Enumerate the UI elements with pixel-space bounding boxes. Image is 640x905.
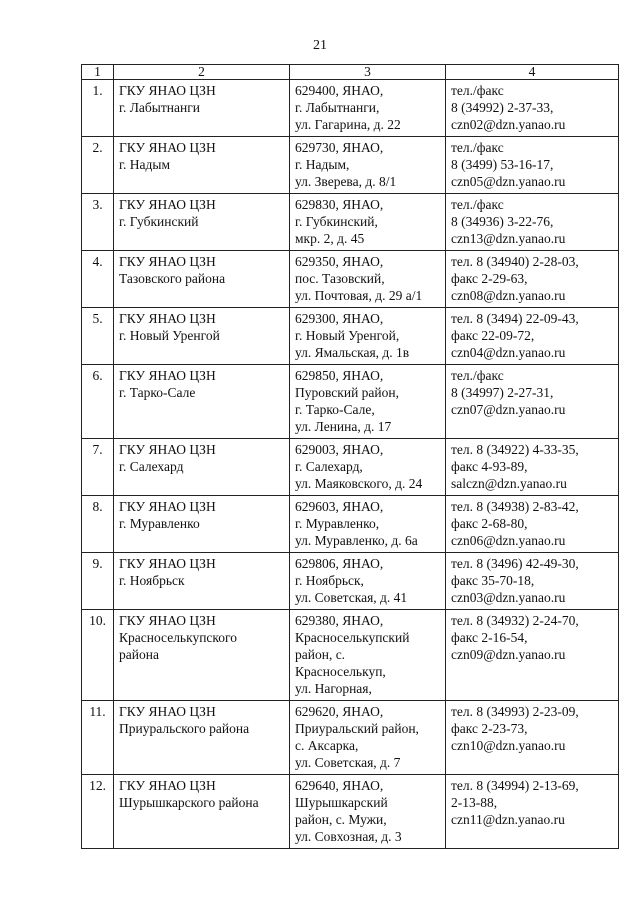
contacts-line: факс 22-09-72,	[451, 328, 535, 343]
address-line: Приуральский район,	[295, 721, 419, 736]
organization-line: ГКУ ЯНАО ЦЗН	[119, 499, 216, 514]
contacts-cell	[446, 308, 619, 365]
address-cell	[290, 553, 446, 610]
address-cell	[290, 775, 446, 849]
table-row	[82, 365, 619, 439]
address-line: Красноселькуп,	[295, 664, 386, 679]
address-cell	[290, 251, 446, 308]
organization-line: г. Губкинский	[119, 214, 199, 229]
organization-line: ГКУ ЯНАО ЦЗН	[119, 368, 216, 383]
organization-line: Красноселькупского	[119, 630, 237, 645]
organization-line: Шурышкарского района	[119, 795, 259, 810]
address-line: г. Тарко-Сале,	[295, 402, 375, 417]
address-cell	[290, 194, 446, 251]
organization-line: ГКУ ЯНАО ЦЗН	[119, 704, 216, 719]
table-row	[82, 194, 619, 251]
organization-line: ГКУ ЯНАО ЦЗН	[119, 197, 216, 212]
contacts-line: факс 2-16-54,	[451, 630, 528, 645]
organization-line: г. Салехард	[119, 459, 184, 474]
table-row	[82, 553, 619, 610]
contacts-cell	[446, 365, 619, 439]
address-line: ул. Совхозная, д. 3	[295, 829, 402, 844]
address-line: ул. Муравленко, д. 6а	[295, 533, 418, 548]
contacts-line: тел./факс	[451, 197, 504, 212]
organization-line: г. Новый Уренгой	[119, 328, 220, 343]
contacts-cell	[446, 80, 619, 137]
contacts-cell	[446, 496, 619, 553]
address-line: ул. Ямальская, д. 1в	[295, 345, 410, 360]
address-line: ул. Маяковского, д. 24	[295, 476, 423, 491]
contacts-cell	[446, 439, 619, 496]
contacts-line: salczn@dzn.yanao.ru	[451, 476, 567, 491]
address-line: г. Ноябрьск,	[295, 573, 364, 588]
address-line: г. Новый Уренгой,	[295, 328, 400, 343]
contacts-line: тел./факс	[451, 140, 504, 155]
contacts-cell	[446, 553, 619, 610]
address-line: с. Аксарка,	[295, 738, 359, 753]
table-body	[82, 80, 619, 849]
organization-cell	[114, 553, 290, 610]
organization-cell	[114, 701, 290, 775]
contacts-line: czn13@dzn.yanao.ru	[451, 231, 566, 246]
organization-line: ГКУ ЯНАО ЦЗН	[119, 556, 216, 571]
row-number-cell: 8.	[82, 496, 114, 553]
address-line: 629300, ЯНАО,	[295, 311, 384, 326]
address-line: 629350, ЯНАО,	[295, 254, 384, 269]
organization-line: ГКУ ЯНАО ЦЗН	[119, 442, 216, 457]
contacts-cell	[446, 610, 619, 701]
address-cell	[290, 701, 446, 775]
contacts-line: czn06@dzn.yanao.ru	[451, 533, 566, 548]
contacts-line: czn04@dzn.yanao.ru	[451, 345, 566, 360]
row-number-cell: 4.	[82, 251, 114, 308]
organization-line: Тазовского района	[119, 271, 226, 286]
table-row	[82, 775, 619, 849]
organization-line: ГКУ ЯНАО ЦЗН	[119, 83, 216, 98]
table-row	[82, 80, 619, 137]
contacts-line: czn05@dzn.yanao.ru	[451, 174, 566, 189]
address-line: 629003, ЯНАО,	[295, 442, 384, 457]
contacts-line: тел./факс	[451, 83, 504, 98]
address-line: г. Муравленко,	[295, 516, 380, 531]
organization-line: ГКУ ЯНАО ЦЗН	[119, 254, 216, 269]
employment-centers-table	[81, 64, 619, 849]
organization-line: г. Муравленко	[119, 516, 200, 531]
table-row	[82, 496, 619, 553]
contacts-line: czn03@dzn.yanao.ru	[451, 590, 566, 605]
contacts-line: тел./факс	[451, 368, 504, 383]
address-line: 629380, ЯНАО,	[295, 613, 384, 628]
organization-line: ГКУ ЯНАО ЦЗН	[119, 311, 216, 326]
organization-line: г. Лабытнанги	[119, 100, 200, 115]
address-line: ул. Советская, д. 7	[295, 755, 401, 770]
organization-line: ГКУ ЯНАО ЦЗН	[119, 140, 216, 155]
organization-cell	[114, 775, 290, 849]
address-cell	[290, 439, 446, 496]
column-header-1: 1	[82, 65, 114, 80]
contacts-cell	[446, 701, 619, 775]
address-line: 629620, ЯНАО,	[295, 704, 384, 719]
contacts-cell	[446, 137, 619, 194]
address-line: ул. Почтовая, д. 29 а/1	[295, 288, 423, 303]
organization-line: ГКУ ЯНАО ЦЗН	[119, 778, 216, 793]
address-line: ул. Советская, д. 41	[295, 590, 408, 605]
row-number-cell: 9.	[82, 553, 114, 610]
organization-cell	[114, 365, 290, 439]
address-line: ул. Ленина, д. 17	[295, 419, 392, 434]
address-line: 629603, ЯНАО,	[295, 499, 384, 514]
table-row	[82, 439, 619, 496]
contacts-line: 2-13-88,	[451, 795, 498, 810]
address-line: 629830, ЯНАО,	[295, 197, 384, 212]
contacts-line: 8 (34936) 3-22-76,	[451, 214, 554, 229]
table-row	[82, 308, 619, 365]
address-line: Пуровский район,	[295, 385, 399, 400]
table-row	[82, 610, 619, 701]
contacts-line: тел. 8 (34932) 2-24-70,	[451, 613, 579, 628]
row-number-cell: 10.	[82, 610, 114, 701]
row-number-cell: 7.	[82, 439, 114, 496]
organization-cell	[114, 610, 290, 701]
contacts-line: тел. 8 (34922) 4-33-35,	[451, 442, 579, 457]
address-line: 629850, ЯНАО,	[295, 368, 384, 383]
contacts-line: тел. 8 (34993) 2-23-09,	[451, 704, 579, 719]
address-line: г. Надым,	[295, 157, 350, 172]
organization-line: г. Надым	[119, 157, 170, 172]
contacts-line: факс 2-23-73,	[451, 721, 528, 736]
address-cell	[290, 365, 446, 439]
contacts-line: czn10@dzn.yanao.ru	[451, 738, 566, 753]
row-number-cell: 6.	[82, 365, 114, 439]
employment-centers-table-wrapper	[81, 64, 618, 849]
contacts-line: 8 (34992) 2-37-33,	[451, 100, 554, 115]
contacts-line: факс 35-70-18,	[451, 573, 535, 588]
column-header-4: 4	[446, 65, 619, 80]
address-line: ул. Гагарина, д. 22	[295, 117, 401, 132]
row-number-cell: 1.	[82, 80, 114, 137]
address-line: 629730, ЯНАО,	[295, 140, 384, 155]
contacts-line: тел. 8 (3494) 22-09-43,	[451, 311, 579, 326]
organization-cell	[114, 251, 290, 308]
address-line: г. Губкинский,	[295, 214, 378, 229]
organization-cell	[114, 137, 290, 194]
column-header-2: 2	[114, 65, 290, 80]
row-number-cell: 3.	[82, 194, 114, 251]
address-cell	[290, 496, 446, 553]
column-header-3: 3	[290, 65, 446, 80]
contacts-line: факс 2-29-63,	[451, 271, 528, 286]
contacts-line: czn08@dzn.yanao.ru	[451, 288, 566, 303]
address-line: 629640, ЯНАО,	[295, 778, 384, 793]
address-line: г. Салехард,	[295, 459, 363, 474]
address-cell	[290, 137, 446, 194]
organization-line: ГКУ ЯНАО ЦЗН	[119, 613, 216, 628]
organization-line: района	[119, 647, 159, 662]
organization-cell	[114, 439, 290, 496]
contacts-line: тел. 8 (34940) 2-28-03,	[451, 254, 579, 269]
address-line: ул. Зверева, д. 8/1	[295, 174, 397, 189]
organization-cell	[114, 80, 290, 137]
contacts-line: 8 (34997) 2-27-31,	[451, 385, 554, 400]
contacts-cell	[446, 775, 619, 849]
address-line: район, с.	[295, 647, 346, 662]
table-row	[82, 701, 619, 775]
address-line: Красноселькупский	[295, 630, 410, 645]
address-line: район, с. Мужи,	[295, 812, 387, 827]
row-number-cell: 2.	[82, 137, 114, 194]
contacts-line: 8 (3499) 53-16-17,	[451, 157, 554, 172]
contacts-line: czn09@dzn.yanao.ru	[451, 647, 566, 662]
contacts-line: czn11@dzn.yanao.ru	[451, 812, 565, 827]
address-line: 629806, ЯНАО,	[295, 556, 384, 571]
contacts-line: тел. 8 (3496) 42-49-30,	[451, 556, 579, 571]
contacts-cell	[446, 194, 619, 251]
table-row	[82, 251, 619, 308]
address-line: Шурышкарский	[295, 795, 388, 810]
contacts-cell	[446, 251, 619, 308]
contacts-line: факс 2-68-80,	[451, 516, 528, 531]
organization-line: Приуральского района	[119, 721, 250, 736]
organization-cell	[114, 308, 290, 365]
organization-cell	[114, 496, 290, 553]
address-line: мкр. 2, д. 45	[295, 231, 365, 246]
address-cell	[290, 610, 446, 701]
address-cell	[290, 80, 446, 137]
table-row	[82, 137, 619, 194]
row-number-cell: 12.	[82, 775, 114, 849]
row-number-cell: 5.	[82, 308, 114, 365]
organization-cell	[114, 194, 290, 251]
table-header-row	[82, 65, 619, 80]
contacts-line: czn02@dzn.yanao.ru	[451, 117, 566, 132]
contacts-line: czn07@dzn.yanao.ru	[451, 402, 566, 417]
address-line: г. Лабытнанги,	[295, 100, 380, 115]
organization-line: г. Тарко-Сале	[119, 385, 196, 400]
address-line: ул. Нагорная,	[295, 681, 372, 696]
contacts-line: факс 4-93-89,	[451, 459, 528, 474]
address-cell	[290, 308, 446, 365]
page-number: 21	[313, 38, 327, 53]
contacts-line: тел. 8 (34938) 2-83-42,	[451, 499, 579, 514]
contacts-line: тел. 8 (34994) 2-13-69,	[451, 778, 579, 793]
organization-line: г. Ноябрьск	[119, 573, 185, 588]
address-line: 629400, ЯНАО,	[295, 83, 384, 98]
address-line: пос. Тазовский,	[295, 271, 385, 286]
row-number-cell: 11.	[82, 701, 114, 775]
